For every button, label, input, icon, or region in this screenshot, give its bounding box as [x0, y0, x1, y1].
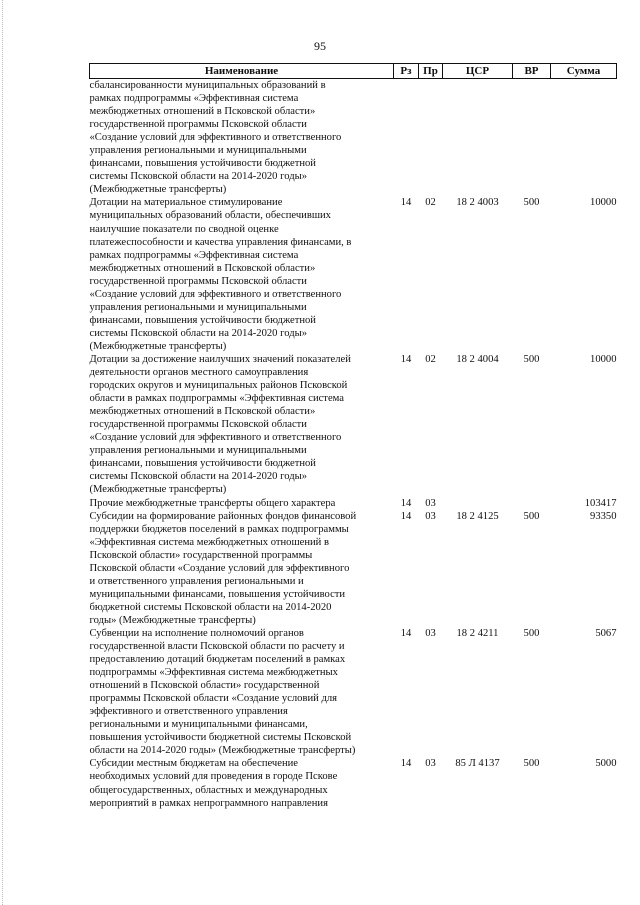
row-rz: 14 — [400, 510, 412, 522]
header-csr: ЦСР — [443, 64, 513, 79]
row-pr: 02 — [425, 197, 436, 209]
row-pr: 02 — [425, 353, 436, 365]
table-row — [90, 353, 617, 497]
row-pr: 03 — [425, 497, 436, 509]
row-pr: 03 — [425, 627, 436, 639]
row-sum: 5067 — [595, 627, 617, 639]
row-rz: 14 — [400, 627, 412, 639]
scan-edge — [2, 0, 4, 905]
table-row — [90, 627, 617, 757]
table-row — [90, 497, 617, 510]
table-header — [90, 64, 617, 79]
row-name: Субвенции на исполнение полномочий органов государственной власти Псковской области по расчету и предоставлению дотаций бюджетам поселений в рамках подпрограммы «Эффективная система межбюджетных отношений в Псковской области» государственной программы Псковской области «Создание условий для эффективного и ответственного управления региональными и муниципальными финансами, повышения устойчивости бюджетной системы Псковской области на 2014-2020 годы» (Межбюджетные трансферты) — [89, 627, 356, 757]
row-vr — [513, 497, 551, 510]
row-sum: 10000 — [590, 197, 617, 209]
row-sum: 10000 — [590, 353, 617, 365]
row-csr: 18 2 4004 — [456, 353, 499, 365]
header-row — [90, 64, 617, 79]
row-pr: 03 — [425, 510, 436, 522]
row-vr — [513, 79, 551, 197]
row-vr: 500 — [523, 197, 540, 209]
row-sum: 5000 — [595, 758, 617, 770]
row-rz: 14 — [400, 758, 412, 770]
row-name: Субсидии местным бюджетам на обеспечение необходимых условий для проведения в городе Пскове общегосударственных, областных и международных мероприятий в рамках непрограммного направления — [89, 758, 338, 809]
row-csr: 18 2 4003 — [456, 197, 499, 209]
row-rz: 14 — [400, 197, 412, 209]
row-rz — [394, 79, 419, 197]
row-name: сбалансированности муниципальных образований в рамках подпрограммы «Эффективная система межбюджетных отношений в Псковской области» государственной программы Псковской области «Создание условий для эффективного и ответственного управления региональными и муниципальными финансами, повышения устойчивости бюджетной системы Псковской области на 2014-2020 годы» (Межбюджетные трансферты) — [89, 80, 342, 196]
table-body — [90, 79, 617, 810]
table-row — [90, 196, 617, 353]
row-csr — [443, 497, 513, 510]
header-sum: Сумма — [551, 64, 617, 79]
row-vr: 500 — [523, 627, 540, 639]
row-name: Субсидии на формирование районных фондов финансовой поддержки бюджетов поселений в рамках подпрограммы «Эффективная система межбюджетных отношений в Псковской области» государственной программы Псковской области «Создание условий для эффективного и ответственного управления региональными и муниципальными финансами, повышения устойчивости бюджетной системы Псковской области на 2014-2020 годы» (Межбюджетные трансферты) — [89, 510, 357, 626]
row-sum: 103417 — [584, 497, 617, 509]
header-rz: Рз — [394, 64, 419, 79]
row-name: Прочие межбюджетные трансферты общего характера — [89, 497, 336, 509]
row-rz: 14 — [400, 353, 412, 365]
header-name: Наименование — [90, 64, 394, 79]
table-row — [90, 79, 617, 197]
table-row — [90, 510, 617, 627]
header-vr: ВР — [513, 64, 551, 79]
row-csr: 85 Л 4137 — [455, 758, 500, 770]
row-csr: 18 2 4211 — [456, 627, 499, 639]
row-vr: 500 — [523, 758, 540, 770]
table-row — [90, 757, 617, 809]
page-number: 95 — [314, 39, 326, 53]
row-name: Дотации за достижение наилучших значений показателей деятельности органов местного самоуправления городских округов и муниципальных районов Псковской области в рамках подпрограммы «Эффективная система межбюджетных отношений в Псковской области» государственной программы Псковской области «Создание условий для эффективного и ответственного управления региональными и муниципальными финансами, повышения устойчивости бюджетной системы Псковской области на 2014-2020 годы» (Межбюджетные трансферты) — [89, 353, 351, 496]
row-csr — [443, 79, 513, 197]
row-vr: 500 — [523, 510, 540, 522]
row-csr: 18 2 4125 — [456, 510, 499, 522]
row-name: Дотации на материальное стимулирование муниципальных образований области, обеспечивших наилучшие показатели по сводной оценке платежеспособности и качества управления финансами, в рамках подпрограммы «Эффективная система межбюджетных отношений в Псковской области» государственной программы Псковской области «Создание условий для эффективного и ответственного управления региональными и муниципальными финансами, повышения устойчивости бюджетной системы Псковской области на 2014-2020 годы» (Межбюджетные трансферты) — [89, 197, 352, 352]
row-pr: 03 — [425, 758, 436, 770]
row-vr: 500 — [523, 353, 540, 365]
row-sum: 93350 — [590, 510, 617, 522]
budget-table — [89, 63, 617, 810]
row-pr — [419, 79, 443, 197]
row-sum — [551, 79, 617, 197]
row-rz: 14 — [400, 497, 412, 509]
header-pr: Пр — [419, 64, 443, 79]
